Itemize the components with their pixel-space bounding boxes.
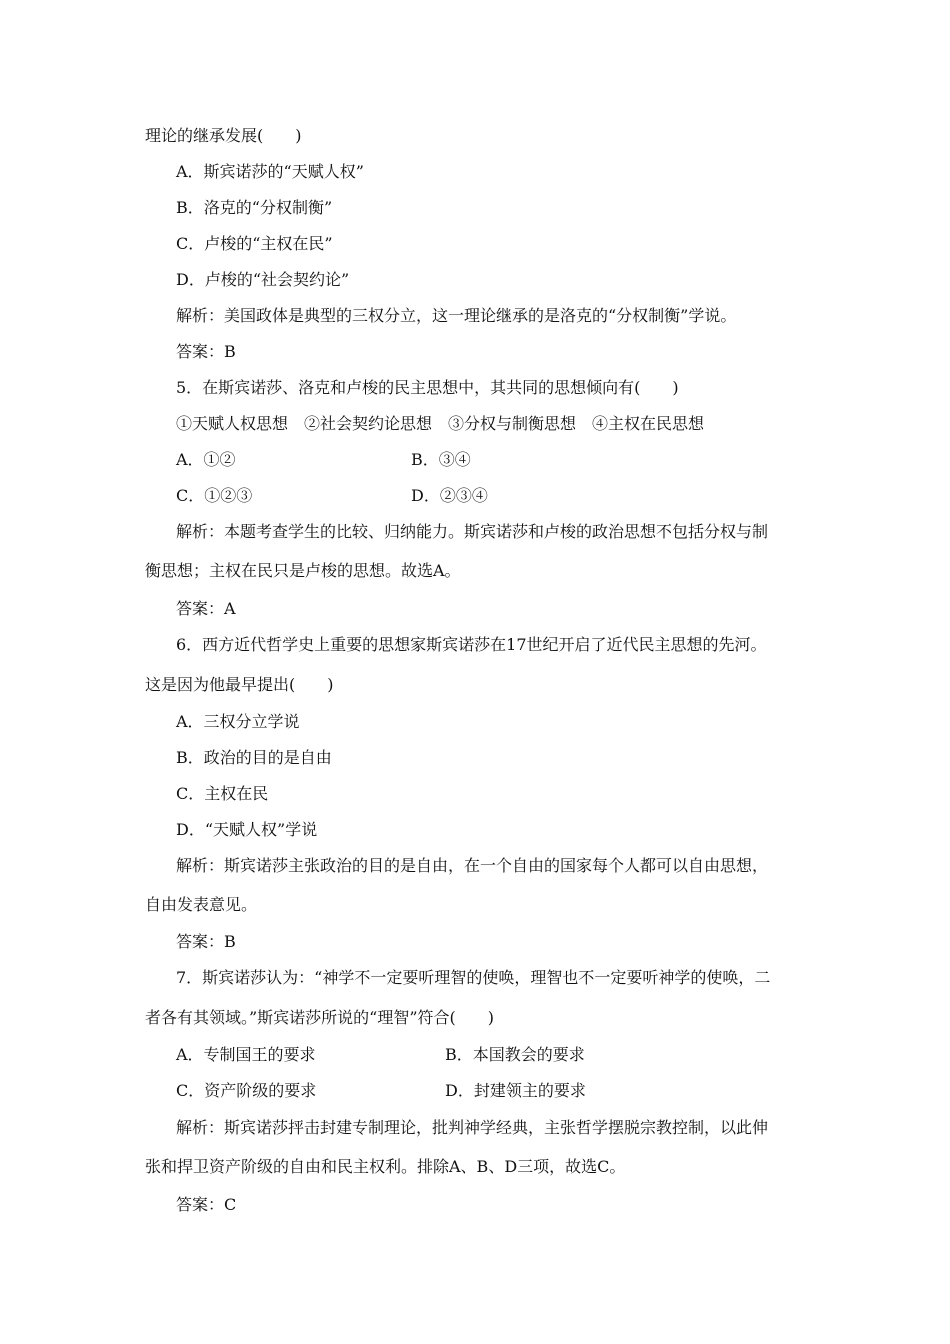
q5-answer: 答案：A: [176, 599, 236, 618]
q7-stem-line-1: 7．斯宾诺莎认为：“神学不一定要听理智的使唤，理智也不一定要听神学的使唤，二: [176, 968, 771, 987]
q4-answer: 答案：B: [176, 342, 236, 361]
q4-option-b: B．洛克的“分权制衡”: [176, 198, 333, 217]
q7-analysis-line-2: 张和捍卫资产阶级的自由和民主权利。排除A、B、D三项，故选C。: [145, 1157, 626, 1176]
q5-option-d: D．②③④: [411, 486, 488, 505]
q4-option-d: D．卢梭的“社会契约论”: [176, 270, 350, 289]
q6-option-b: B．政治的目的是自由: [176, 748, 332, 767]
q7-stem-line-2: 者各有其领域。”斯宾诺莎所说的“理智”符合( ): [145, 1008, 495, 1027]
q7-option-b: B．本国教会的要求: [445, 1045, 585, 1064]
q6-option-d: D．“天赋人权”学说: [176, 820, 318, 839]
q6-option-a: A．三权分立学说: [176, 712, 300, 731]
q6-analysis-line-1: 解析：斯宾诺莎主张政治的目的是自由，在一个自由的国家每个人都可以自由思想，: [176, 856, 769, 875]
q6-option-c: C．主权在民: [176, 784, 269, 803]
q7-option-c: C．资产阶级的要求: [176, 1081, 317, 1100]
q5-analysis-line-2: 衡思想；主权在民只是卢梭的思想。故选A。: [145, 561, 461, 580]
q6-stem-line-1: 6．西方近代哲学史上重要的思想家斯宾诺莎在17世纪开启了近代民主思想的先河。: [176, 635, 767, 654]
q6-stem-line-2: 这是因为他最早提出( ): [145, 675, 334, 694]
q5-stem: 5．在斯宾诺莎、洛克和卢梭的民主思想中，其共同的思想倾向有( ): [176, 378, 679, 397]
q5-analysis-line-1: 解析：本题考查学生的比较、归纳能力。斯宾诺莎和卢梭的政治思想不包括分权与制: [176, 522, 769, 541]
q7-answer: 答案：C: [176, 1195, 237, 1214]
q7-option-a: A．专制国王的要求: [176, 1045, 316, 1064]
q6-analysis-line-2: 自由发表意见。: [145, 895, 258, 914]
q5-option-c: C．①②③: [176, 486, 253, 505]
q6-answer: 答案：B: [176, 932, 236, 951]
q5-option-b: B．③④: [411, 450, 471, 469]
q7-option-d: D．封建领主的要求: [445, 1081, 586, 1100]
q4-analysis: 解析：美国政体是典型的三权分立，这一理论继承的是洛克的“分权制衡”学说。: [176, 306, 737, 325]
q4-option-c: C．卢梭的“主权在民”: [176, 234, 333, 253]
q4-stem-tail: 理论的继承发展( ): [145, 126, 302, 145]
q4-option-a: A．斯宾诺莎的“天赋人权”: [176, 162, 364, 181]
q5-items: ①天赋人权思想 ②社会契约论思想 ③分权与制衡思想 ④主权在民思想: [176, 414, 705, 433]
q5-option-a: A．①②: [176, 450, 236, 469]
q7-analysis-line-1: 解析：斯宾诺莎抨击封建专制理论，批判神学经典，主张哲学摆脱宗教控制，以此伸: [176, 1118, 769, 1137]
